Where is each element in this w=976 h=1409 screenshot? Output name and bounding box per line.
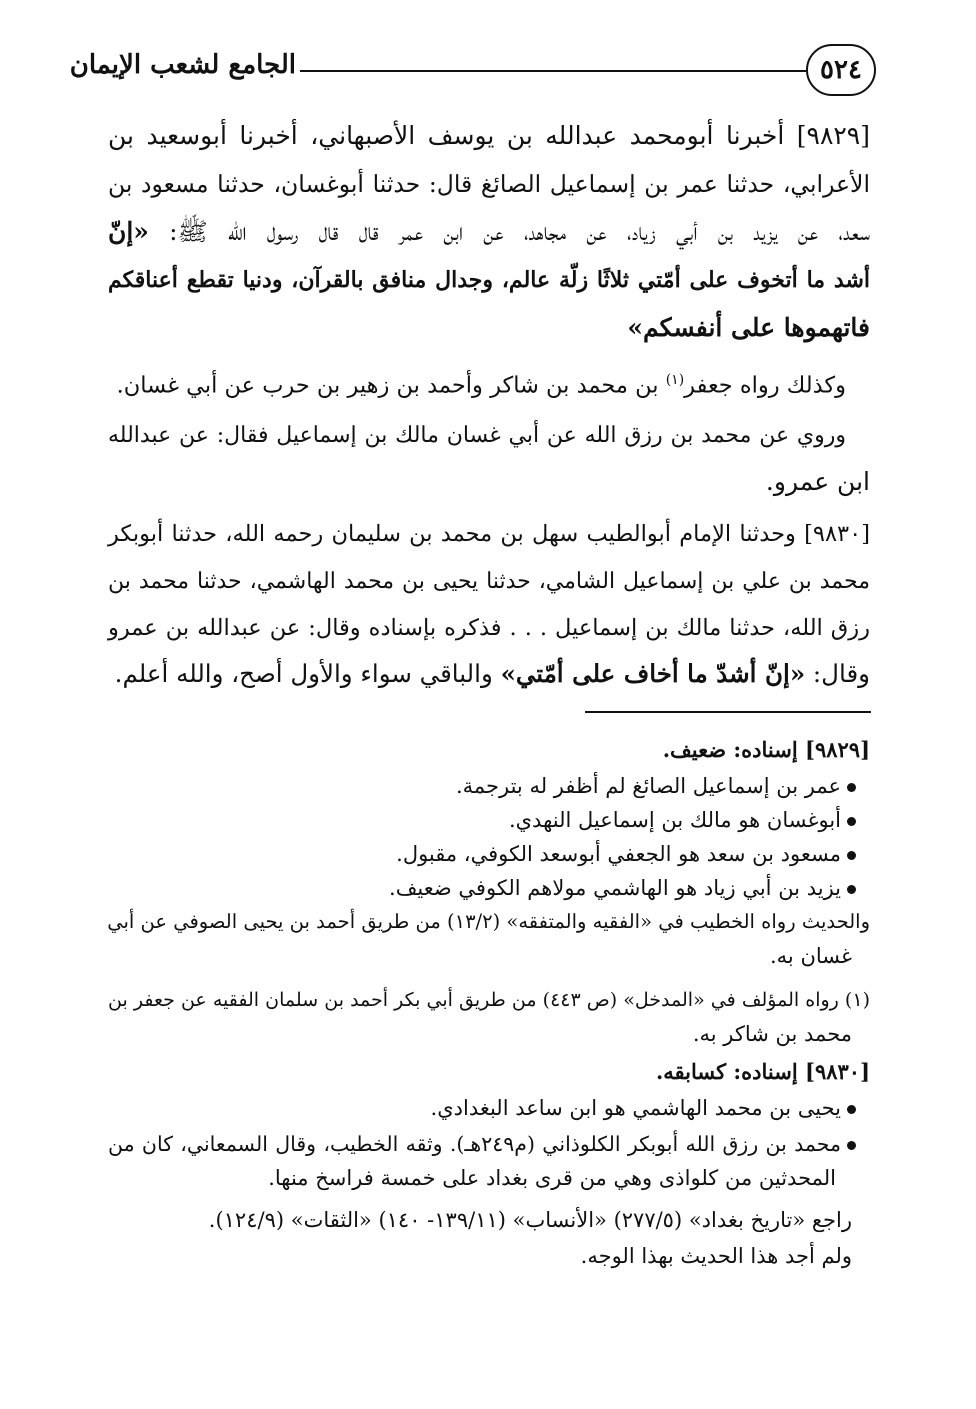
hadith-9830-line-1: [٩٨٣٠] وحدثنا الإمام أبوالطيب سهل بن محمد بن سليمان رحمه الله، حدثنا أبوبكر xyxy=(108,521,870,547)
hadith-9830-ending: والباقي سواء والأول أصح، والله أعلم. xyxy=(114,659,501,688)
hadith-9829-line-2: الأعرابي، حدثنا عمر بن إسماعيل الصائغ قال: حدثنا أبوغسان، حدثنا مسعود بن xyxy=(108,170,870,198)
hadith-9829-line-1: [٩٨٢٩] أخبرنا أبومحمد عبدالله بن يوسف الأصبهاني، أخبرنا أبوسعيد بن xyxy=(108,121,870,150)
hadith-9829-line-4: أشد ما أتخوف على أمّتي ثلاثًا زلّة عالم، وجدال منافق بالقرآن، ودنيا تقطع أعناقكم xyxy=(108,267,870,293)
footnote-ref-1: (١) xyxy=(665,372,685,388)
page-number-badge xyxy=(806,44,876,96)
footnote-9829-para-line-1: والحديث رواه الخطيب في «الفقيه والمتفقه» (١٣/٢) من طريق أحمد بن يحيى الصوفي عن أبي xyxy=(107,910,870,933)
jaafar-text-after: بن محمد بن شاكر وأحمد بن زهير بن حرب عن أبي غسان. xyxy=(116,372,666,399)
hadith-9830-line-2: محمد بن علي بن إسماعيل الشامي، حدثنا يحيى بن محمد الهاشمي، حدثنا محمد بن xyxy=(108,569,870,594)
footnote-9829-bullet-2 xyxy=(108,806,870,834)
bullet-icon xyxy=(847,817,856,826)
hadith-9830-qala: وقال: xyxy=(805,659,870,688)
hadith-9829-line-5: فاتهموها على أنفسكم» xyxy=(627,313,870,342)
hadith-9830-quote: «إنّ أشدّ ما أخاف على أمّتي» xyxy=(500,659,806,688)
hadith-9830-line-4 xyxy=(108,658,870,690)
hadith-9829-quote-start: «إنّ xyxy=(108,217,149,246)
bullet-text: عمر بن إسماعيل الصائغ لم أظفر له بترجمة. xyxy=(455,774,841,798)
hadith-9829-line-3-text: سعد، عن يزيد بن أبي زياد، عن مجاهد، عن ابن عمر قال قال رسول الله ﷺ: xyxy=(148,217,870,246)
jaafar-text-before: وكذلك رواه جعفر xyxy=(684,372,846,399)
header-rule xyxy=(300,70,806,72)
bullet-text: مسعود بن سعد هو الجعفي أبوسعد الكوفي، مقبول. xyxy=(396,842,841,866)
jaafar-paragraph xyxy=(108,364,846,402)
note-1-line-1: (١) رواه المؤلف في «المدخل» (ص ٤٤٣) من طريق أبي بكر أحمد بن سلمان الفقيه عن جعفر بن xyxy=(108,989,870,1011)
bullet-text: أبوغسان هو مالك بن إسماعيل النهدي. xyxy=(508,808,841,832)
bullet-icon xyxy=(847,851,856,860)
rowiya-line-2: ابن عمرو. xyxy=(765,467,870,496)
footnote-separator xyxy=(585,711,871,713)
bullet-icon xyxy=(847,1105,856,1114)
footnote-9830-bullet-1 xyxy=(108,1094,870,1122)
footnote-9829-label: [٩٨٢٩] إسناده: ضعيف. xyxy=(662,737,870,762)
footnote-9829-bullet-4 xyxy=(108,874,870,902)
book-title: الجامع لشعب الإيمان xyxy=(69,50,296,80)
footnote-9830-bullet-2-line-1 xyxy=(108,1130,870,1158)
bullet-icon xyxy=(847,1141,856,1150)
footnote-9829-para-line-2: غسان به. xyxy=(770,944,852,968)
footnote-9830-references: راجع «تاريخ بغداد» (٢٧٧/٥) «الأنساب» (١٣٩/١١- ١٤٠) «الثقات» (١٢٤/٩). xyxy=(208,1208,852,1232)
note-1-line-2: محمد بن شاكر به. xyxy=(692,1022,852,1046)
page-number: ٥٢٤ xyxy=(820,55,862,85)
bullet-text: محمد بن رزق الله أبوبكر الكلوذاني (م٢٤٩هـ). وثقه الخطيب، وقال السمعاني، كان من xyxy=(108,1132,841,1156)
rowiya-line-1: وروي عن محمد بن رزق الله عن أبي غسان مالك بن إسماعيل فقال: عن عبدالله xyxy=(108,423,846,448)
footnote-9830-closing: ولم أجد هذا الحديث بهذا الوجه. xyxy=(580,1244,852,1268)
hadith-9829-line-3 xyxy=(108,216,870,248)
footnote-9829-bullet-1 xyxy=(108,772,870,800)
hadith-9830-line-3: رزق الله، حدثنا مالك بن إسماعيل . . . فذكره بإسناده وقال: عن عبدالله بن عمرو xyxy=(108,615,870,641)
bullet-text: يحيى بن محمد الهاشمي هو ابن ساعد البغدادي. xyxy=(430,1096,841,1120)
bullet-text: يزيد بن أبي زياد هو الهاشمي مولاهم الكوفي ضعيف. xyxy=(389,876,841,900)
footnote-9830-bullet-2-line-2: المحدثين من كلواذى وهي من قرى بغداد على خمسة فراسخ منها. xyxy=(268,1166,836,1190)
footnote-9830-label: [٩٨٣٠] إسناده: كسابقه. xyxy=(655,1059,870,1084)
bullet-icon xyxy=(847,885,856,894)
footnote-9829-bullet-3 xyxy=(108,840,870,868)
bullet-icon xyxy=(847,783,856,792)
